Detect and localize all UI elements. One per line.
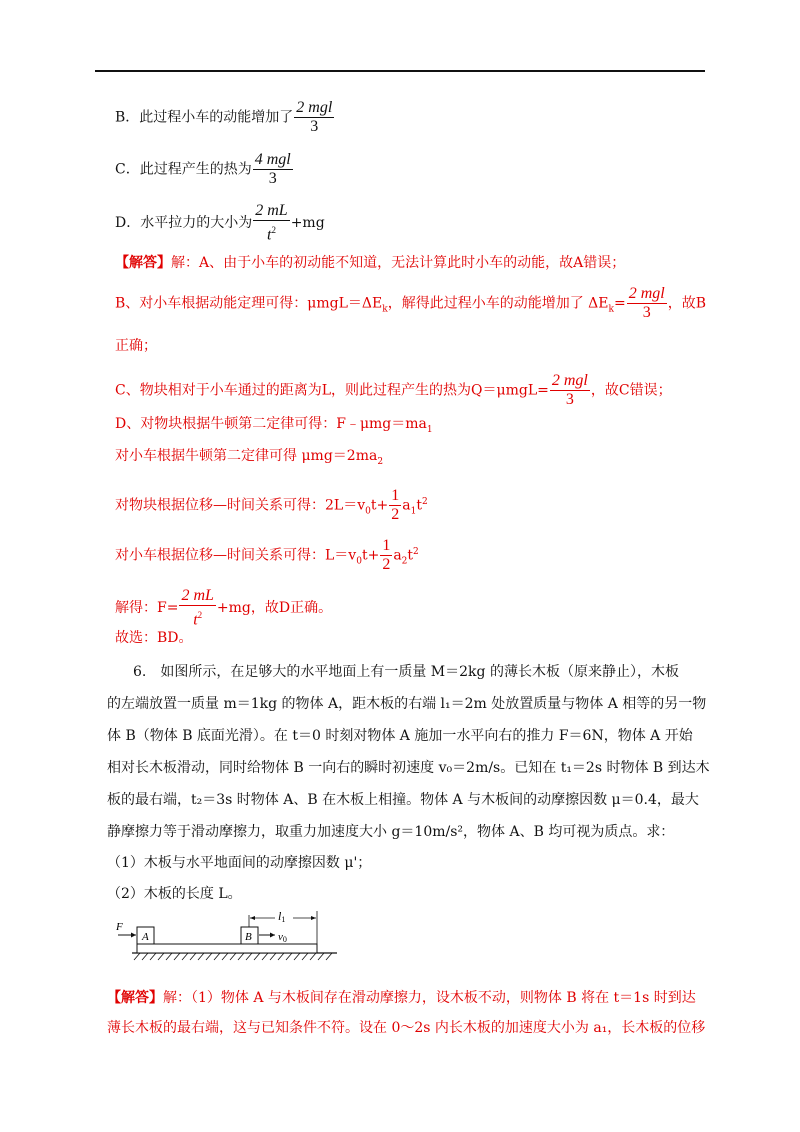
answer-line-c: C、物块相对于小车通过的距离为L，则此过程产生的热为Q＝μmgL= $\frac{\text{2 mgl}}{3}$ ，故C错误； (115, 372, 672, 408)
problem6-line-1: 6. 如图所示，在足够大的水平地面上有一质量 M＝2kg 的薄长木板（原来静止），木板 (133, 664, 679, 680)
option-d: D．水平拉力的大小为 $\frac{2 mL}{t^2}$ +mg (115, 202, 325, 244)
fraction: $\frac{1}{2}$ (391, 487, 400, 523)
answer-line-solution: 解得：F= $\frac{2 mL}{t^2}$ +mg，故D正确。 (115, 587, 333, 629)
velocity-arrowhead (270, 933, 275, 938)
problem6-line-3: 体 B（物体 B 底面光滑）。在 t＝0 时刻对物体 A 施加一水平向右的推力 F＝6N，物体 A 开始 (107, 728, 693, 744)
answer-line-d4: 对小车根据位移—时间关系可得：$L=v_0t+$ $\frac{1}{2}$ $a_2t^2$ (115, 537, 419, 573)
answer6-line-1: 【解答】解：（1）物体 A 与木板间存在滑动摩擦力，设木板不动，则物体 B 将在 t＝1s 时到达 (107, 990, 696, 1006)
problem6-question-1: （1）木板与水平地面间的动摩擦因数 μ'； (107, 855, 372, 871)
dimension-arrow-right (311, 916, 316, 920)
dimension-label: l1 (278, 909, 286, 924)
fraction: $\frac{1}{2}$ (382, 537, 391, 573)
problem6-question-2: （2）木板的长度 L。 (107, 886, 242, 902)
problem6-figure (112, 905, 342, 969)
answer-line-d1: D、对物块根据牛顿第二定律可得：$F﹣\mu mg=ma_1$ (115, 416, 433, 435)
answer-line-b: B、对小车根据动能定理可得：$\mu mgL=\Delta E_k$，解得此过程小车的动能增加了 $\Delta E_k=$ $\frac{\text{2 mgl}}{3}$ ，故B (115, 285, 707, 321)
force-label: F (116, 921, 123, 933)
fraction: $\frac{\text{2 mgl}}{3}$ (551, 372, 588, 408)
problem6-line-6: 静摩擦力等于滑动摩擦力，取重力加速度大小 g＝10m/s²，物体 A、B 均可视为质点。求： (107, 824, 675, 840)
force-arrowhead (131, 933, 136, 938)
fraction: $\frac{\text{2 mgl}}{3}$ (296, 99, 333, 135)
block-b-label: B (245, 931, 252, 943)
header-rule (95, 70, 705, 72)
answer-line-a: 【解答】解：A、由于小车的初动能不知道，无法计算此时小车的动能，故A错误； (115, 255, 626, 271)
ground-hatching (134, 953, 332, 960)
answer-line-b-cont: 正确； (115, 338, 157, 354)
answer6-line-2: 薄长木板的最右端，这与已知条件不符。设在 0～2s 内长木板的加速度大小为 a₁，长木板的位移 (107, 1020, 706, 1036)
option-b: B．此过程小车的动能增加了 $\frac{\text{2 mgl}}{3}$ (115, 99, 333, 135)
problem6-line-5: 板的最右端，t₂＝3s 时物体 A、B 在木板上相撞。物体 A 与木板间的动摩擦因数 μ＝0.4，最大 (107, 792, 699, 808)
block-a-label: A (142, 931, 149, 943)
problem6-line-4: 相对长木板滑动，同时给物体 B 一向右的瞬时初速度 v₀＝2m/s。已知在 t₁＝2s 时物体 B 到达木 (107, 760, 710, 776)
fraction: $\frac{2 mL}{t^2}$ (181, 587, 214, 629)
fraction: $\frac{2 mL}{t^2}$ (255, 202, 288, 244)
answer-line-d2: 对小车根据牛顿第二定律可得 $\mu mg=2ma_2$ (115, 448, 384, 467)
problem6-line-2: 的左端放置一质量 m＝1kg 的物体 A，距木板的右端 l₁＝2m 处放置质量与物体 A 相等的另一物 (107, 696, 707, 712)
plank (137, 944, 317, 953)
answer-choice: 故选：BD。 (115, 630, 193, 646)
fraction: $\frac{\text{2 mgl}}{3}$ (628, 285, 665, 321)
fraction: $\frac{\text{4 mgl}}{3}$ (254, 151, 291, 187)
dimension-arrow-left (250, 916, 255, 920)
velocity-label: v0 (278, 931, 287, 944)
answer-line-d3: 对物块根据位移—时间关系可得：$2L=v_0t+$ $\frac{1}{2}$ $a_1t^2$ (115, 487, 428, 523)
option-c: C．此过程产生的热为 $\frac{\text{4 mgl}}{3}$ (115, 151, 291, 187)
